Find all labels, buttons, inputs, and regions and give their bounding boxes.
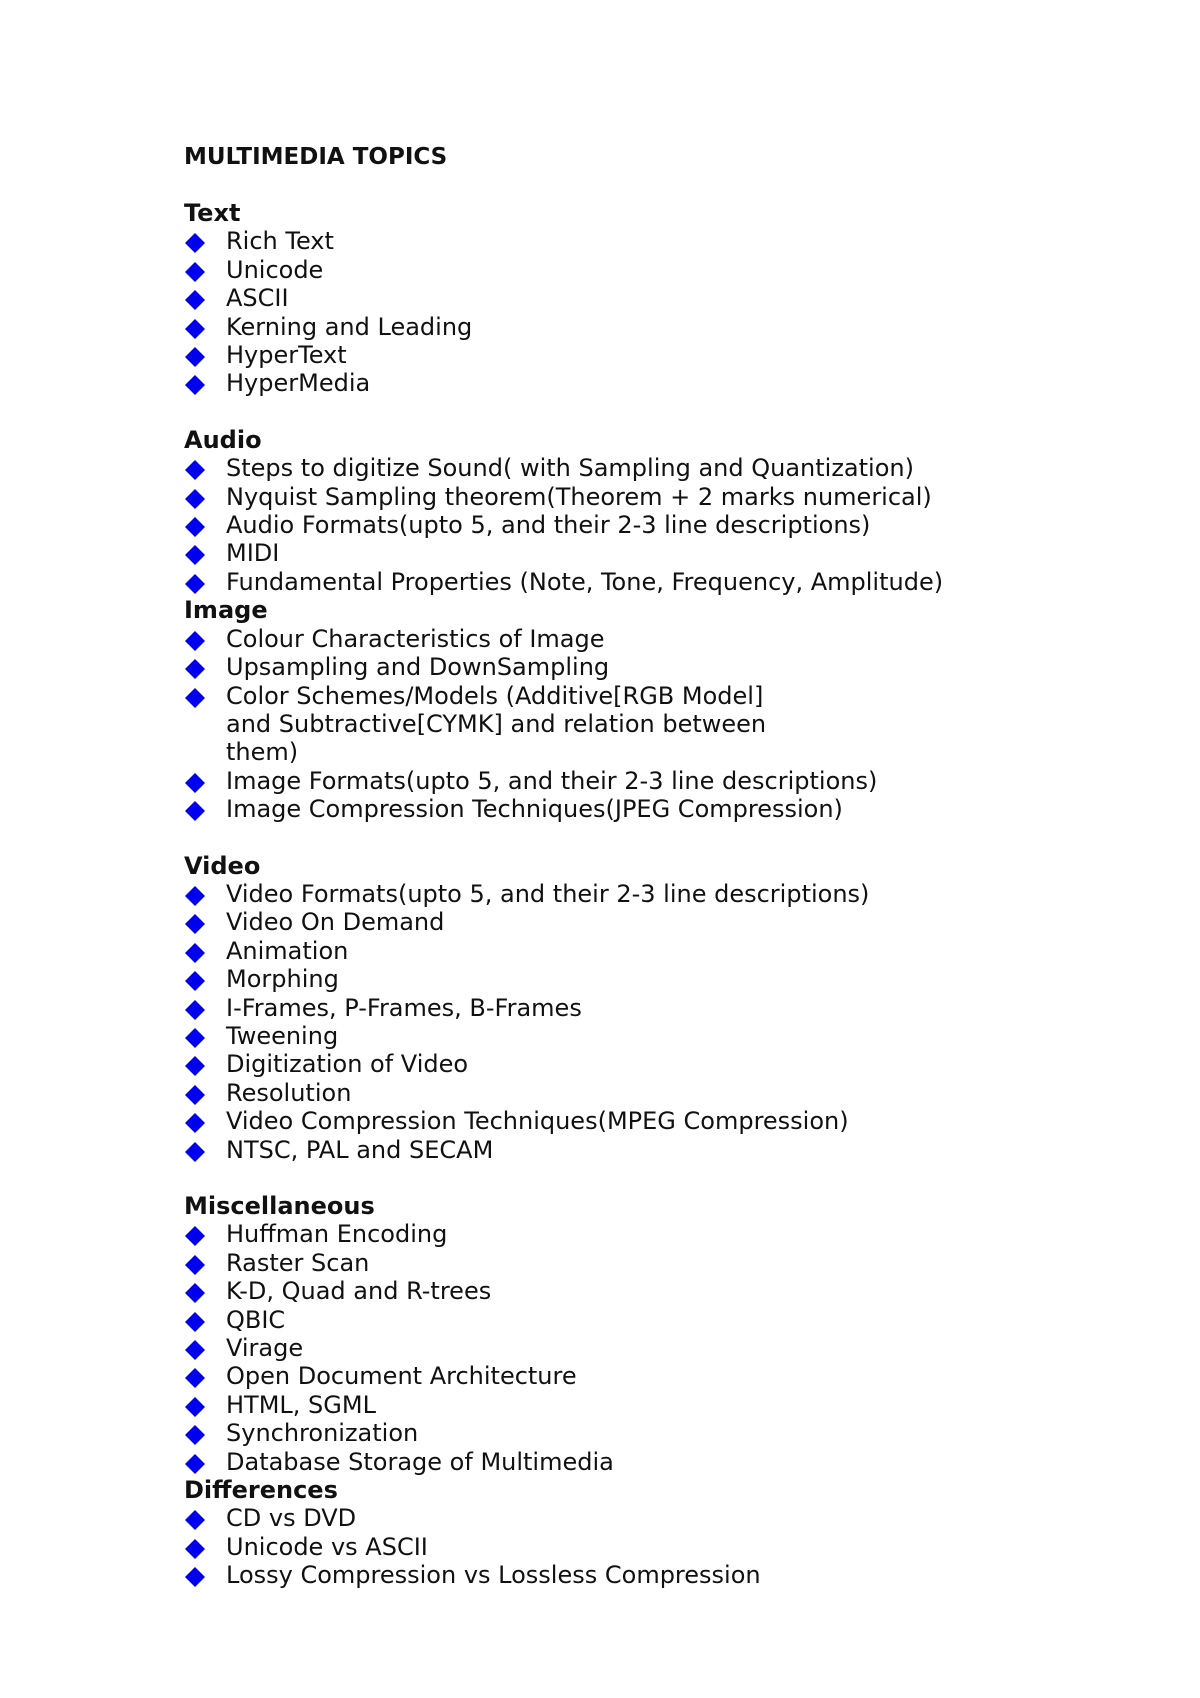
diamond-icon [184,942,206,964]
diamond-icon [184,1282,206,1304]
list-item-text: Audio Formats(upto 5, and their 2-3 line descriptions) [226,511,871,540]
list-item [184,1050,1164,1078]
list-item-text: Nyquist Sampling theorem(Theorem + 2 marks numerical) [226,482,932,511]
list-item-text: Synchronization [226,1419,419,1448]
document-page [184,142,1164,1590]
list-item-text: Open Document Architecture [226,1362,577,1391]
list-item [184,994,1164,1022]
list-item [184,1079,1164,1107]
list-item [184,369,1164,397]
list-item [184,1022,1164,1050]
list-item-text: CD vs DVD [226,1504,357,1533]
list-item-text: Rich Text [226,227,334,256]
list-item [184,1362,1164,1390]
topic-list [184,1504,1164,1589]
topic-list [184,625,1164,824]
diamond-icon [184,999,206,1021]
list-item [184,284,1164,312]
list-item [184,511,1164,539]
list-item [184,568,1164,596]
list-item-text: Database Storage of Multimedia [226,1447,614,1476]
topic-list [184,227,1164,397]
list-item [184,1561,1164,1589]
diamond-icon [184,913,206,935]
list-item-text: Color Schemes/Models (Additive[RGB Model] and Subtractive[CYMK] and relation between them) [226,681,767,767]
diamond-icon [184,687,206,709]
list-item-text: Upsampling and DownSampling [226,653,610,682]
list-item [184,1136,1164,1164]
list-item-text: Resolution [226,1078,352,1107]
list-item [184,1306,1164,1334]
diamond-icon [184,1112,206,1134]
list-item-text: NTSC, PAL and SECAM [226,1135,494,1164]
diamond-icon [184,459,206,481]
section-video [184,852,1164,1164]
section-heading: Differences [184,1476,338,1505]
list-item-text: Virage [226,1334,304,1363]
diamond-icon [184,318,206,340]
section-heading: Text [184,199,241,227]
section-differences [184,1476,1164,1590]
diamond-icon [184,516,206,538]
list-item [184,341,1164,369]
diamond-icon [184,346,206,368]
section-heading: Image [184,596,268,625]
diamond-icon [184,1424,206,1446]
diamond-icon [184,488,206,510]
list-item [184,313,1164,341]
diamond-icon [184,374,206,396]
list-item-text: QBIC [226,1305,286,1334]
diamond-icon [184,1453,206,1475]
list-item [184,1249,1164,1277]
list-item [184,1419,1164,1447]
list-item [184,483,1164,511]
list-item [184,1533,1164,1561]
diamond-icon [184,1509,206,1531]
diamond-icon [184,573,206,595]
list-item [184,1504,1164,1532]
list-item [184,1334,1164,1362]
list-item [184,965,1164,993]
diamond-icon [184,1084,206,1106]
list-item [184,454,1164,482]
list-item [184,227,1164,255]
list-item [184,1220,1164,1248]
diamond-icon [184,658,206,680]
topic-list [184,880,1164,1164]
document-title: MULTIMEDIA TOPICS [184,144,448,170]
diamond-icon [184,1225,206,1247]
list-item-text: Video Formats(upto 5, and their 2-3 line descriptions) [226,879,870,908]
list-item-text: Animation [226,936,349,965]
list-item-text: Huffman Encoding [226,1220,448,1249]
diamond-icon [184,630,206,652]
list-item [184,256,1164,284]
list-item [184,1391,1164,1419]
topic-list [184,454,1164,596]
list-item-text: Raster Scan [226,1248,370,1277]
diamond-icon [184,772,206,794]
diamond-icon [184,261,206,283]
list-item-text: I-Frames, P-Frames, B-Frames [226,993,582,1022]
diamond-icon [184,1055,206,1077]
list-item [184,767,1164,795]
list-item-text: Tweening [226,1021,339,1050]
diamond-icon [184,1311,206,1333]
list-item [184,1277,1164,1305]
list-item [184,1448,1164,1476]
section-heading: Video [184,851,261,880]
list-item-text: Image Compression Techniques(JPEG Compression) [226,795,843,824]
list-item-text: MIDI [226,539,280,568]
list-item-text: Image Formats(upto 5, and their 2-3 line descriptions) [226,766,878,795]
diamond-icon [184,1367,206,1389]
list-item-text: Video On Demand [226,908,445,937]
list-item-text: HTML, SGML [226,1390,376,1419]
topic-list [184,1220,1164,1476]
diamond-icon [184,1566,206,1588]
diamond-icon [184,1538,206,1560]
list-item-text: Kerning and Leading [226,312,473,341]
section-text [184,199,1164,398]
section-miscellaneous [184,1192,1164,1476]
list-item-text: HyperText [226,341,347,370]
list-item [184,1107,1164,1135]
section-audio [184,426,1164,596]
list-item-text: K-D, Quad and R-trees [226,1277,492,1306]
list-item [184,682,806,767]
list-item [184,908,1164,936]
list-item-text: Lossy Compression vs Lossless Compression [226,1561,761,1590]
diamond-icon [184,544,206,566]
list-item [184,937,1164,965]
list-item-text: ASCII [226,284,289,313]
diamond-icon [184,1141,206,1163]
list-item [184,653,1164,681]
list-item-text: Morphing [226,965,339,994]
list-item-text: Video Compression Techniques(MPEG Compression) [226,1107,849,1136]
diamond-icon [184,232,206,254]
section-image [184,596,1164,823]
list-item-text: Steps to digitize Sound( with Sampling and Quantization) [226,454,914,483]
diamond-icon [184,289,206,311]
list-item-text: Unicode vs ASCII [226,1532,428,1561]
list-item-text: Fundamental Properties (Note, Tone, Frequency, Amplitude) [226,567,944,596]
diamond-icon [184,970,206,992]
diamond-icon [184,1339,206,1361]
list-item [184,795,1164,823]
diamond-icon [184,885,206,907]
list-item-text: Digitization of Video [226,1050,469,1079]
diamond-icon [184,1396,206,1418]
list-item-text: HyperMedia [226,369,371,398]
diamond-icon [184,1027,206,1049]
list-item [184,539,1164,567]
diamond-icon [184,800,206,822]
section-heading: Audio [184,425,262,454]
list-item-text: Unicode [226,255,324,284]
list-item-text: Colour Characteristics of Image [226,624,605,653]
list-item [184,880,1164,908]
diamond-icon [184,1254,206,1276]
section-heading: Miscellaneous [184,1192,375,1220]
list-item [184,625,1164,653]
